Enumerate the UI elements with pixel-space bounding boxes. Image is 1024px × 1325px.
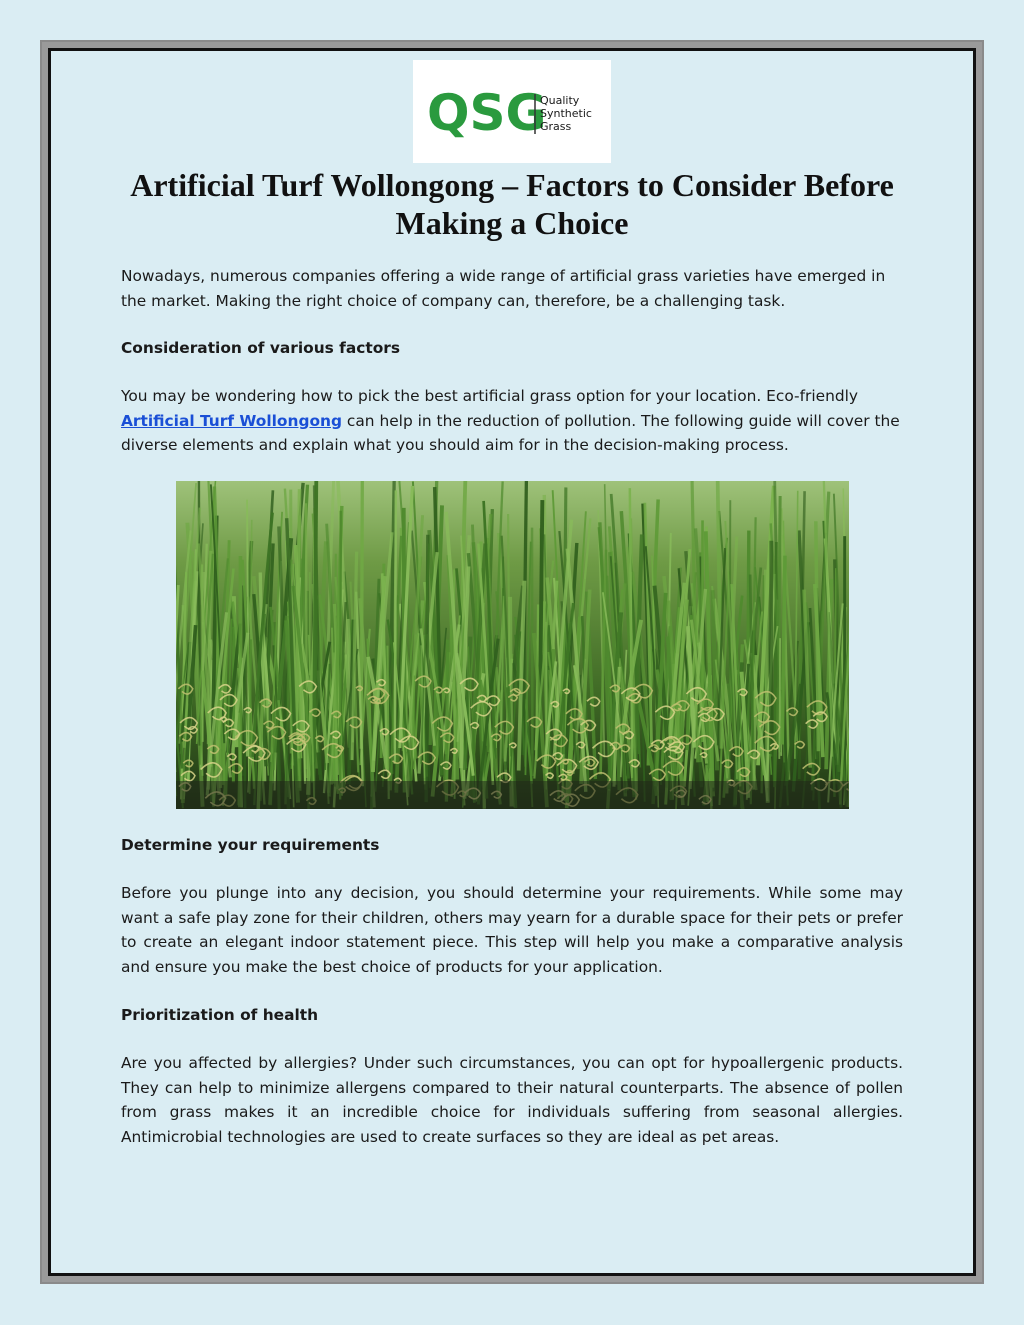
consideration-paragraph (121, 384, 903, 458)
consideration-text-before: You may be wondering how to pick the best artificial grass option for your location. Eco-friendly (121, 387, 858, 405)
artificial-grass-photo (176, 481, 849, 809)
page-title: Artificial Turf Wollongong – Factors to Consider Before Making a Choice (130, 167, 894, 241)
qsg-logo (413, 60, 611, 163)
artificial-turf-wollongong-link[interactable]: Artificial Turf Wollongong (121, 411, 343, 430)
heading-requirements: Determine your requirements (121, 836, 380, 854)
logo-line-1: Quality (540, 94, 580, 107)
logo-line-3: Grass (540, 120, 572, 133)
heading-consideration: Consideration of various factors (121, 339, 401, 357)
logo-line-2: Synthetic (540, 107, 592, 120)
logo-mark: QSG (427, 84, 547, 142)
requirements-paragraph: Before you plunge into any decision, you should determine your requirements. While some may want a safe play zone for their children, others may yearn for a durable space for their pets or prefer to create an elegant indoor statement piece. This step will help you make a comparative analysis and ensure you make the best choice of products for your application. (121, 884, 903, 976)
heading-health: Prioritization of health (121, 1006, 319, 1024)
health-paragraph: Are you affected by allergies? Under such circumstances, you can opt for hypoallergenic products. They can help to minimize allergens compared to their natural counterparts. The absence of pollen from grass makes it an incredible choice for individuals suffering from seasonal allergies. Antimicrobial technologies are used to create surfaces so they are ideal as pet areas. (121, 1054, 903, 1146)
consideration-text-after: can help in the reduction of pollution. The following guide will cover the diverse elements and explain what you should aim for in the decision-making process. (121, 411, 900, 455)
intro-paragraph: Nowadays, numerous companies offering a wide range of artificial grass varieties have emerged in the market. Making the right choice of company can, therefore, be a challenging task. (121, 267, 886, 310)
